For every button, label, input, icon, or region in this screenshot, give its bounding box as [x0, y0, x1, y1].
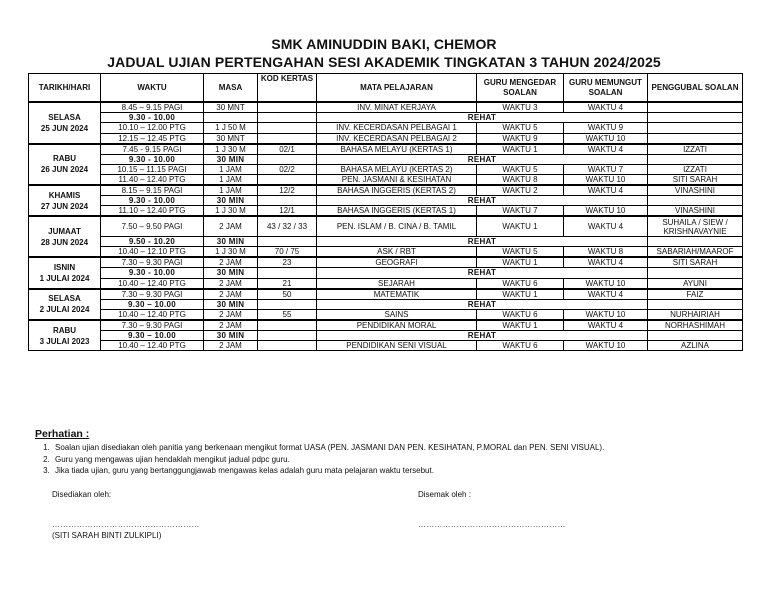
exam-row [29, 278, 743, 289]
distributing-teacher-cell: WAKTU 1 [477, 216, 564, 236]
notes-section [35, 428, 604, 477]
setter-cell [648, 268, 743, 278]
subject-cell: BAHASA INGGERIS (KERTAS 2) [317, 185, 477, 196]
exam-row [29, 102, 743, 113]
day-date: 1 JULAI 2024 [39, 273, 90, 283]
distributing-teacher-cell: WAKTU 3 [477, 102, 564, 113]
header-row [29, 74, 743, 103]
collecting-teacher-cell: WAKTU 4 [564, 289, 648, 300]
header-cell: MASA [204, 74, 258, 103]
time-cell: 9.30 – 10.00 [101, 299, 204, 309]
day-cell [29, 257, 101, 288]
collecting-teacher-cell: WAKTU 10 [564, 206, 648, 217]
day-name: ISNIN [53, 262, 76, 272]
setter-cell [648, 299, 743, 309]
time-cell: 9.30 - 10.00 [101, 196, 204, 206]
day-date: 27 JUN 2024 [40, 201, 89, 211]
paper-code-cell [258, 154, 317, 164]
break-row [29, 113, 743, 123]
duration-cell: 30 MIN [204, 236, 258, 246]
subject-cell: PENDIDIKAN SENI VISUAL [317, 341, 477, 351]
paper-code-cell [258, 330, 317, 340]
subject-cell: SAINS [317, 309, 477, 320]
distributing-teacher-cell: WAKTU 1 [477, 320, 564, 331]
break-label: REHAT [317, 330, 648, 340]
break-row [29, 196, 743, 206]
exam-row [29, 289, 743, 300]
collecting-teacher-cell: WAKTU 10 [564, 175, 648, 186]
distributing-teacher-cell: WAKTU 5 [477, 123, 564, 133]
duration-cell: 1 J 30 M [204, 206, 258, 217]
note-item: 1. Soalan ujian disediakan oleh panitia yang berkenaan mengikut format UASA (PEN. JASMANI DAN PEN. KESIHATAN, P.MORAL dan PEN. SENI VISUAL). [52, 442, 604, 454]
notes-list [35, 442, 604, 477]
schedule-body [29, 102, 743, 351]
time-cell: 10.10 – 12.00 PTG [101, 123, 204, 133]
distributing-teacher-cell: WAKTU 5 [477, 247, 564, 258]
day-name: JUMAAT [48, 226, 81, 236]
time-cell: 10.40 – 12.40 PTG [101, 341, 204, 351]
subject-cell: PEN. ISLAM / B. CINA / B. TAMIL [317, 216, 477, 236]
day-cell [29, 216, 101, 257]
distributing-teacher-cell: WAKTU 2 [477, 185, 564, 196]
header-cell: PENGGUBAL SOALAN [648, 74, 743, 103]
paper-code-cell [258, 341, 317, 351]
duration-cell: 2 JAM [204, 216, 258, 236]
day-name: RABU [52, 325, 77, 335]
subject-cell: ASK / RBT [317, 247, 477, 258]
day-name: RABU [52, 154, 77, 164]
note-item: 3. Jika tiada ujian, guru yang bertanggungjawab mengawas kelas adalah guru mata pelajaran waktu tersebut. [52, 465, 604, 477]
duration-cell: 1 J 30 M [204, 144, 258, 155]
time-cell: 11.40 – 12.40 PTG [101, 175, 204, 186]
paper-code-cell [258, 113, 317, 123]
school-name: SMK AMINUDDIN BAKI, CHEMOR [271, 36, 497, 52]
setter-cell: NURHAIRIAH [648, 309, 743, 320]
exam-schedule-table [28, 73, 743, 351]
break-label: REHAT [317, 299, 648, 309]
setter-cell: FAIZ [648, 289, 743, 300]
duration-cell: 1 JAM [204, 164, 258, 174]
distributing-teacher-cell: WAKTU 6 [477, 309, 564, 320]
time-cell: 9.50 - 10.20 [101, 236, 204, 246]
setter-cell: SUHAILA / SIEW / KRISHNAVAYNIE [648, 216, 743, 236]
paper-code-cell [258, 299, 317, 309]
break-label: REHAT [317, 268, 648, 278]
duration-cell: 30 MNT [204, 102, 258, 113]
exam-row [29, 133, 743, 144]
break-label: REHAT [317, 196, 648, 206]
setter-cell: AZLINA [648, 341, 743, 351]
distributing-teacher-cell: WAKTU 8 [477, 175, 564, 186]
break-row [29, 299, 743, 309]
break-label: REHAT [317, 154, 648, 164]
subject-cell: BAHASA MELAYU (KERTAS 2) [317, 164, 477, 174]
day-name: SELASA [48, 112, 81, 122]
day-date: 2 JULAI 2024 [39, 305, 90, 315]
time-cell: 7.30 – 9.30 PAGI [101, 320, 204, 331]
paper-code-cell: 12/2 [258, 185, 317, 196]
distributing-teacher-cell: WAKTU 1 [477, 289, 564, 300]
time-cell: 8.45 – 9.15 PAGI [101, 102, 204, 113]
break-row [29, 236, 743, 246]
duration-cell: 30 MIN [204, 268, 258, 278]
paper-code-cell [258, 236, 317, 246]
collecting-teacher-cell: WAKTU 4 [564, 102, 648, 113]
prepared-by-name: (SITI SARAH BINTI ZULKIPLI) [52, 531, 162, 540]
duration-cell: 2 JAM [204, 309, 258, 320]
exam-row [29, 206, 743, 217]
paper-code-cell: 43 / 32 / 33 [258, 216, 317, 236]
setter-cell [648, 123, 743, 133]
time-cell: 10.40 – 12.40 PTG [101, 278, 204, 289]
day-date: 25 JUN 2024 [40, 123, 89, 133]
collecting-teacher-cell: WAKTU 8 [564, 247, 648, 258]
exam-row [29, 257, 743, 268]
header-cell: GURU MEMUNGUT SOALAN [564, 74, 648, 103]
document-title: JADUAL UJIAN PERTENGAHAN SESI AKADEMIK TINGKATAN 3 TAHUN 2024/2025 [107, 54, 661, 70]
break-label: REHAT [317, 236, 648, 246]
subject-cell: INV. KECERDASAN PELBAGAI 2 [317, 133, 477, 144]
duration-cell: 2 JAM [204, 278, 258, 289]
paper-code-cell [258, 123, 317, 133]
setter-cell: IZZATI [648, 144, 743, 155]
break-row [29, 154, 743, 164]
setter-cell: VINASHINI [648, 206, 743, 217]
time-cell: 12.15 – 12.45 PTG [101, 133, 204, 144]
duration-cell: 2 JAM [204, 341, 258, 351]
setter-cell: NORHASHIMAH [648, 320, 743, 331]
header-cell: TARIKH/HARI [29, 74, 101, 103]
time-cell: 7.50 – 9.50 PAGI [101, 216, 204, 236]
paper-code-cell: 02/1 [258, 144, 317, 155]
time-cell: 10.40 – 12.10 PTG [101, 247, 204, 258]
paper-code-cell: 23 [258, 257, 317, 268]
setter-cell [648, 330, 743, 340]
collecting-teacher-cell: WAKTU 10 [564, 341, 648, 351]
duration-cell: 2 JAM [204, 257, 258, 268]
subject-cell: BAHASA INGGERIS (KERTAS 1) [317, 206, 477, 217]
collecting-teacher-cell: WAKTU 9 [564, 123, 648, 133]
setter-cell: SITI SARAH [648, 175, 743, 186]
setter-cell [648, 154, 743, 164]
collecting-teacher-cell: WAKTU 4 [564, 216, 648, 236]
day-cell [29, 289, 101, 320]
exam-row [29, 341, 743, 351]
day-cell [29, 185, 101, 216]
subject-cell: PEN. JASMANI & KESIHATAN [317, 175, 477, 186]
exam-row [29, 320, 743, 331]
day-cell [29, 102, 101, 144]
exam-row [29, 247, 743, 258]
subject-cell: BAHASA MELAYU (KERTAS 1) [317, 144, 477, 155]
collecting-teacher-cell: WAKTU 10 [564, 309, 648, 320]
duration-cell: 2 JAM [204, 320, 258, 331]
paper-code-cell: 02/2 [258, 164, 317, 174]
setter-cell [648, 236, 743, 246]
paper-code-cell: 12/1 [258, 206, 317, 217]
duration-cell: 30 MIN [204, 299, 258, 309]
duration-cell: 1 JAM [204, 185, 258, 196]
collecting-teacher-cell: WAKTU 4 [564, 185, 648, 196]
time-cell: 9.30 - 10.00 [101, 154, 204, 164]
notes-header: Perhatian : [35, 428, 90, 440]
header-cell: KOD KERTAS [258, 74, 317, 103]
time-cell: 10.40 – 12.40 PTG [101, 309, 204, 320]
exam-row [29, 185, 743, 196]
prepared-signature-line: ……………………………………………… [52, 520, 200, 529]
time-cell: 10.15 – 11.15 PAGI [101, 164, 204, 174]
distributing-teacher-cell: WAKTU 1 [477, 144, 564, 155]
exam-row [29, 123, 743, 133]
time-cell: 7.45 - 9.15 PAGI [101, 144, 204, 155]
duration-cell: 1 J 30 M [204, 247, 258, 258]
break-row [29, 330, 743, 340]
time-cell: 9.30 – 10.00 [101, 330, 204, 340]
duration-cell: 2 JAM [204, 289, 258, 300]
collecting-teacher-cell: WAKTU 4 [564, 320, 648, 331]
distributing-teacher-cell: WAKTU 7 [477, 206, 564, 217]
time-cell: 7.30 – 9.30 PAGI [101, 257, 204, 268]
setter-cell [648, 196, 743, 206]
collecting-teacher-cell: WAKTU 10 [564, 278, 648, 289]
day-cell [29, 144, 101, 186]
paper-code-cell: 55 [258, 309, 317, 320]
checked-by-label: Disemak oleh : [418, 490, 471, 499]
duration-cell: 30 MIN [204, 154, 258, 164]
paper-code-cell: 21 [258, 278, 317, 289]
day-cell [29, 320, 101, 351]
collecting-teacher-cell: WAKTU 10 [564, 133, 648, 144]
distributing-teacher-cell: WAKTU 6 [477, 341, 564, 351]
subject-cell: SEJARAH [317, 278, 477, 289]
paper-code-cell [258, 175, 317, 186]
exam-row [29, 144, 743, 155]
subject-cell: MATEMATIK [317, 289, 477, 300]
paper-code-cell: 70 / 75 [258, 247, 317, 258]
exam-row [29, 309, 743, 320]
time-cell: 9.30 - 10.00 [101, 268, 204, 278]
setter-cell: VINASHINI [648, 185, 743, 196]
day-name: SELASA [48, 294, 81, 304]
exam-row [29, 164, 743, 174]
time-cell: 11.10 – 12.40 PTG [101, 206, 204, 217]
duration-cell: 1 JAM [204, 175, 258, 186]
day-name: KHAMIS [48, 190, 81, 200]
exam-row [29, 216, 743, 236]
duration-cell: 1 J 50 M [204, 123, 258, 133]
duration-cell: 30 MIN [204, 196, 258, 206]
setter-cell: SABARIAH/MAAROF [648, 247, 743, 258]
break-label: REHAT [317, 113, 648, 123]
note-item: 2. Guru yang mengawas ujian hendaklah mengikut jadual pdpc guru. [52, 454, 604, 466]
header-cell: WAKTU [101, 74, 204, 103]
paper-code-cell [258, 268, 317, 278]
prepared-by-label: Disediakan oleh: [52, 490, 112, 499]
header-cell: MATA PELAJARAN [317, 74, 477, 103]
subject-cell: GEOGRAFI [317, 257, 477, 268]
subject-cell: PENDIDIKAN MORAL [317, 320, 477, 331]
duration-cell: 30 MNT [204, 133, 258, 144]
duration-cell [204, 113, 258, 123]
distributing-teacher-cell: WAKTU 6 [477, 278, 564, 289]
duration-cell: 30 MIN [204, 330, 258, 340]
distributing-teacher-cell: WAKTU 5 [477, 164, 564, 174]
paper-code-cell [258, 196, 317, 206]
collecting-teacher-cell: WAKTU 4 [564, 257, 648, 268]
paper-code-cell [258, 102, 317, 113]
paper-code-cell [258, 320, 317, 331]
paper-code-cell [258, 133, 317, 144]
header-cell: GURU MENGEDAR SOALAN [477, 74, 564, 103]
exam-row [29, 175, 743, 186]
break-row [29, 268, 743, 278]
setter-cell: SITI SARAH [648, 257, 743, 268]
setter-cell [648, 133, 743, 144]
setter-cell [648, 102, 743, 113]
setter-cell: AYUNI [648, 278, 743, 289]
subject-cell: INV. KECERDASAN PELBAGAI 1 [317, 123, 477, 133]
time-cell: 7.30 – 9.30 PAGI [101, 289, 204, 300]
time-cell: 9.30 - 10.00 [101, 113, 204, 123]
day-date: 28 JUN 2024 [40, 237, 89, 247]
setter-cell [648, 113, 743, 123]
paper-code-cell: 50 [258, 289, 317, 300]
collecting-teacher-cell: WAKTU 7 [564, 164, 648, 174]
distributing-teacher-cell: WAKTU 1 [477, 257, 564, 268]
day-date: 26 JUN 2024 [40, 165, 89, 175]
setter-cell: IZZATI [648, 164, 743, 174]
checked-signature-line: ……………………………………………… [418, 520, 566, 529]
subject-cell: INV. MINAT KERJAYA [317, 102, 477, 113]
time-cell: 8.15 – 9.15 PAGI [101, 185, 204, 196]
day-date: 3 JULAI 2023 [39, 336, 90, 346]
distributing-teacher-cell: WAKTU 9 [477, 133, 564, 144]
collecting-teacher-cell: WAKTU 4 [564, 144, 648, 155]
